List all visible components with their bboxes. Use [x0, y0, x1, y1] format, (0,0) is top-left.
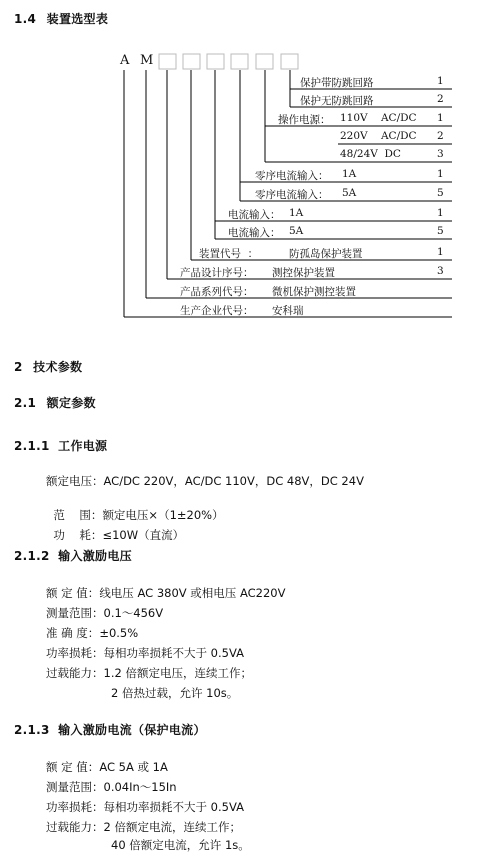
diagram-row-code: 1: [437, 246, 444, 258]
section-title: 装置选型表: [46, 12, 109, 26]
diagram-row-code: 1: [437, 75, 444, 87]
spec-label: 过载能力：: [46, 666, 104, 680]
diagram-row-value: 防孤岛保护装置: [289, 248, 363, 260]
spec-value: 40 倍额定电流，允许 1s。: [111, 838, 250, 852]
spec-row: [46, 779, 177, 795]
diagram-row-label: 零序电流输入：: [255, 189, 329, 201]
spec-value: 线电压 AC 380V 或相电压 AC220V: [99, 586, 286, 600]
spec-row: [46, 799, 244, 815]
diagram-row-code: 1: [437, 112, 444, 124]
diagram-row-code: 2: [437, 93, 444, 105]
diagram-row-code: 3: [437, 148, 444, 160]
section-number: 2.1: [14, 396, 37, 410]
diagram-row-code: 1: [437, 168, 444, 180]
spec-value: AC 5A 或 1A: [99, 760, 168, 774]
spec-label: 测量范围：: [46, 780, 104, 794]
spec-row: [46, 473, 364, 489]
spec-row-continued: [111, 837, 250, 853]
section-number: 1.4: [14, 12, 37, 26]
diagram-row-label: 装置代号 ：: [199, 248, 259, 260]
diagram-row-value: 测控保护装置: [272, 267, 335, 279]
spec-value: 0.1～456V: [103, 606, 164, 620]
diagram-row-value: 110V AC/DC: [340, 112, 417, 124]
diagram-row-value: 220V AC/DC: [340, 130, 417, 142]
spec-row: [46, 513, 184, 543]
spec-label: 额 定 值：: [46, 760, 100, 774]
diagram-row-label: 电流输入：: [228, 209, 281, 221]
diagram-row-code: 5: [437, 225, 444, 237]
diagram-row-value: 1A: [289, 207, 304, 219]
spec-value: 每相功率损耗不大于 0.5VA: [103, 800, 244, 814]
spec-value: ±0.5%: [99, 626, 139, 640]
section-heading-2-1-2: [14, 547, 132, 564]
spec-row: [46, 759, 168, 775]
spec-value: ≤10W（直流）: [102, 528, 185, 542]
diagram-row-value: 微机保护测控装置: [272, 286, 356, 298]
diagram-row-label: 生产企业代号：: [180, 305, 254, 317]
spec-label: 额 定 值：: [46, 586, 100, 600]
section-heading-2-1-3: [14, 721, 206, 738]
spec-label: 功率损耗：: [46, 646, 104, 660]
diagram-row-label: 电流输入：: [228, 227, 281, 239]
diagram-row-label: 零序电流输入：: [255, 170, 329, 182]
spec-label: 功 耗：: [53, 528, 103, 542]
section-title: 输入激励电压: [58, 549, 132, 563]
spec-value: AC/DC 220V，AC/DC 110V，DC 48V，DC 24V: [103, 474, 364, 488]
spec-row: [46, 625, 138, 641]
diagram-row-label: 产品设计序号：: [180, 267, 254, 279]
spec-label: 测量范围：: [46, 606, 104, 620]
spec-row: [46, 819, 241, 835]
diagram-row-label: 操作电源：: [278, 114, 331, 126]
spec-row-continued: [111, 685, 238, 701]
diagram-row-label: 保护带防跳回路: [300, 77, 374, 89]
diagram-row-value: 5A: [342, 187, 357, 199]
spec-value: 2 倍热过载，允许 10s。: [111, 686, 239, 700]
spec-label: 过载能力：: [46, 820, 104, 834]
section-heading-2: [14, 358, 82, 375]
spec-value: 2 倍额定电流，连续工作；: [103, 820, 241, 834]
diagram-row-label: 产品系列代号：: [180, 286, 254, 298]
spec-value: 0.04In～15In: [103, 780, 177, 794]
spec-label: 功率损耗：: [46, 800, 104, 814]
spec-label: 范 围：: [53, 508, 103, 522]
spec-label: 额定电压：: [46, 474, 104, 488]
diagram-row-code: 1: [437, 207, 444, 219]
spec-row: [46, 645, 244, 661]
spec-row: [46, 665, 252, 681]
spec-row: [46, 605, 163, 621]
spec-row: [46, 585, 285, 601]
spec-value: 1.2 倍额定电压，连续工作；: [103, 666, 252, 680]
spec-value: 每相功率损耗不大于 0.5VA: [103, 646, 244, 660]
diagram-row-label: 保护无防跳回路: [300, 95, 374, 107]
section-number: 2: [14, 360, 23, 374]
diagram-row-code: 3: [437, 265, 444, 277]
section-number: 2.1.2: [14, 549, 50, 563]
section-heading-2-1: [14, 394, 96, 411]
spec-value: 额定电压×（1±20%）: [102, 508, 224, 522]
section-title: 技术参数: [33, 360, 83, 374]
spec-label: 准 确 度：: [46, 626, 100, 640]
model-prefix-a: A: [120, 53, 130, 68]
diagram-row-value: 5A: [289, 225, 304, 237]
section-number: 2.1.1: [14, 439, 50, 453]
model-prefix-m: M: [140, 53, 154, 68]
section-title: 工作电源: [58, 439, 108, 453]
diagram-row-value: 48/24V DC: [340, 148, 401, 160]
diagram-row-code: 5: [437, 187, 444, 199]
section-title: 额定参数: [46, 396, 96, 410]
diagram-row-value: 1A: [342, 168, 357, 180]
diagram-row-value: 安科瑞: [272, 305, 304, 317]
section-heading-2-1-1: [14, 437, 107, 454]
section-number: 2.1.3: [14, 723, 50, 737]
section-title: 输入激励电流（保护电流）: [58, 723, 206, 737]
diagram-row-code: 2: [437, 130, 444, 142]
